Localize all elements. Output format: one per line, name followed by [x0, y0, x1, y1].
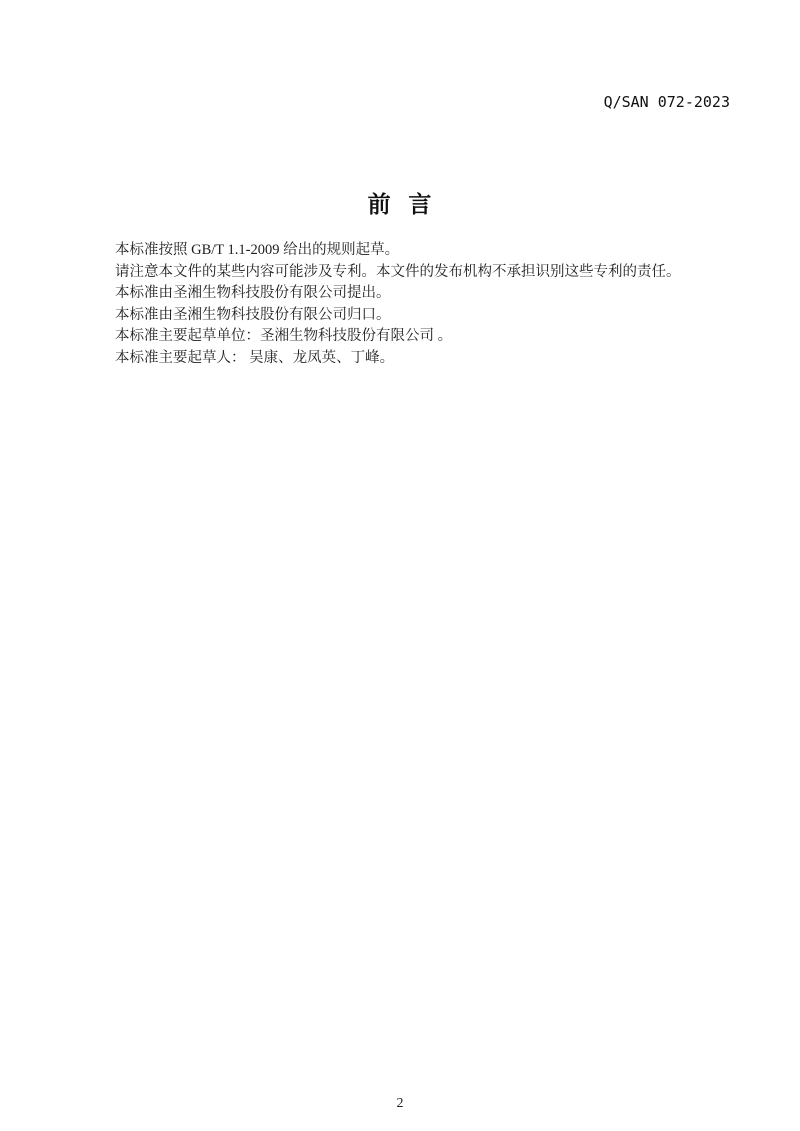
paragraph-patent-notice: 请注意本文件的某些内容可能涉及专利。本文件的发布机构不承担识别这些专利的责任。: [115, 263, 681, 280]
foreword-body: [115, 240, 730, 369]
foreword-title: 前 言: [367, 192, 433, 217]
paragraph-centralized-by: 本标准由圣湘生物科技股份有限公司归口。: [115, 306, 391, 323]
paragraph-proposed-by: 本标准由圣湘生物科技股份有限公司提出。: [115, 285, 391, 301]
paragraph-drafting-organization: 本标准主要起草单位：圣湘生物科技股份有限公司 。: [115, 328, 453, 344]
page-number: 2: [396, 1096, 404, 1111]
paragraph-main-drafters: 本标准主要起草人： 吴康、龙凤英、丁峰。: [115, 349, 395, 366]
standard-code-header: Q/SAN 072-2023: [603, 93, 730, 111]
paragraph-drafting-rules: 本标准按照 GB/T 1.1-2009 给出的规则起草。: [115, 242, 400, 258]
